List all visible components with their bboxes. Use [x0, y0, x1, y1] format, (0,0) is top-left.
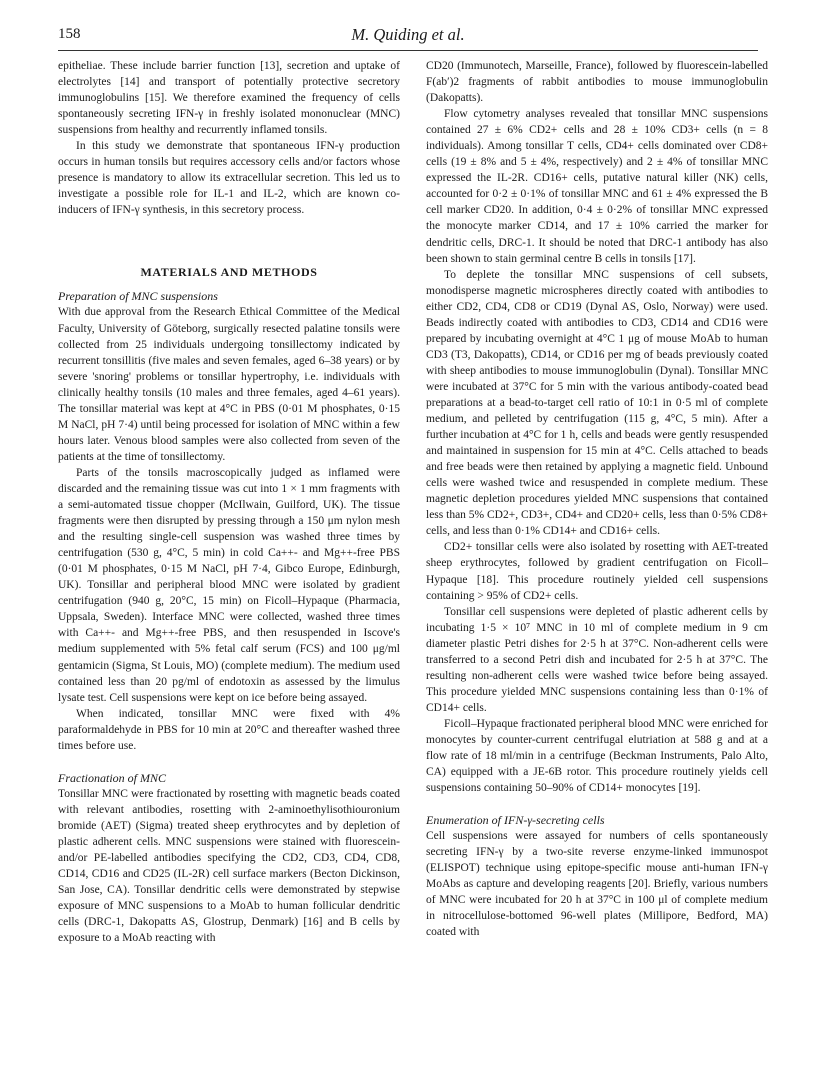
- body-paragraph: CD20 (Immunotech, Marseille, France), followed by fluorescein-labelled F(ab′)2 fragments of rabbit antibodies to mouse immunoglobulin (Dakopatts).: [426, 60, 768, 105]
- body-paragraph: With due approval from the Research Ethical Committee of the Medical Faculty, University of Göteborg, surgically resected palatine tonsils were collected from 25 individuals undergoing tonsillectomy indicated by recurrent tonsillitis (five males and seven females, aged 6–38 years) or by severe 'snoring' problems or tonsillar hypertrophy, i.e. individuals with clinically healthy tonsils (10 males and three females, aged 4–61 years). The tonsillar material was kept at 4°C in PBS (0·01 M phosphates, 0·15 M NaCl, pH 7·4) until being processed for isolation of MNC within a few hours later. Venous blood samples were also collected from seven of the patients at the time of tonsillectomy.: [58, 306, 400, 463]
- body-paragraph: Cell suspensions were assayed for numbers of cells spontaneously secreting IFN-γ by a two-site reverse enzyme-linked immunospot (ELISPOT) technique using epitope-specific mouse anti-human IFN-γ MoAbs as capture and developing reagents [20]. Briefly, various numbers of MNC were incubated for 20 h at 37°C in 100 μl of complete medium in nitrocellulose-bottomed 96-well plates (Millipore, Bedford, MA) coated with: [426, 830, 768, 939]
- header-rule: [58, 50, 758, 51]
- body-paragraph: CD2+ tonsillar cells were also isolated by rosetting with AET-treated sheep erythrocytes, followed by gradient centrifugation on Ficoll–Hypaque [18]. This procedure routinely yielded cell suspensions containing > 95% of CD2+ cells.: [426, 541, 768, 602]
- body-paragraph: Ficoll–Hypaque fractionated peripheral blood MNC were enriched for monocytes by counter-current centrifugal elutriation at 588 g and at a flow rate of 18 ml/min in a centrifuge (Beckman Instruments, Palo Alto, CA) equipped with a JE-6B rotor. This procedure routinely yields cell suspensions containing 50–90% of CD14+ monocytes [19].: [426, 717, 768, 795]
- body-paragraph: Tonsillar cell suspensions were depleted of plastic adherent cells by incubating 1·5 × 10⁷ MNC in 10 ml of complete medium in 9 cm diameter plastic Petri dishes for 2·5 h at 37°C. Non-adherent cells were transferred to a second Petri dish and incubated for 2·5 h at 37°C. The resulting non-adherent cells were washed twice before being assayed. This procedure yielded MNC suspensions containing less than 0·1% of CD14+ cells.: [426, 605, 768, 714]
- subheading-enumeration: Enumeration of IFN-γ-secreting cells: [426, 813, 605, 828]
- page-header: [0, 26, 816, 48]
- running-head: M. Quiding et al.: [351, 25, 465, 44]
- body-paragraph: Parts of the tonsils macroscopically judged as inflamed were discarded and the remaining tissue was cut into 1 × 1 mm fragments with a semi-automated tissue chopper (McIlwain, Guilford, UK). The tissue fragments were then disrupted by pressing through a 150 μm nylon mesh and the resulting single-cell suspension was washed three times by centrifugation (530 g, 4°C, 5 min) in cold Ca++- and Mg++-free PBS (0·01 M phosphates, 0·15 M NaCl, pH 7·4, Gibco Europe, Edinburgh, UK). Tonsillar and peripheral blood MNC were isolated by gradient centrifugation (940 g, 20°C, 15 min) on Ficoll–Hypaque (Pharmacia, Uppsala, Sweden). Interface MNC were collected, washed three times with Ca++- and Mg++-free PBS, and then resuspended in Iscove's medium supplemented with 5% fetal calf serum (FCS) and 100 μg/ml gentamicin (Sigma, St Louis, MO) (complete medium). The medium used contained less than 20 pg/ml of endotoxin as assessed by the limulus lysate test. Cell suspensions were kept on ice before being assayed.: [58, 466, 400, 704]
- body-paragraph: To deplete the tonsillar MNC suspensions of cell subsets, monodisperse magnetic microspheres directly coated with antibodies to either CD2, CD4, CD8 or CD19 (Dynal AS, Oslo, Norway) were used. Beads indirectly coated with antibodies to CD3, CD14 and CD16 were prepared by incubating overnight at 4°C 1 μg of mouse MoAb to human CD3 (T3, Dakopatts), CD14, or CD16 per mg of beads previously coated with sheep antibodies to mouse immunoglobulin (Dynal). Tonsillar MNC were incubated at 37°C for 5 min with the various antibody-coated bead preparations at a bead-to-target cell ratio of 10:1 in 0·5 ml of complete medium, and pelleted by centrifugation (115 g, 4°C, 5 min). After a further incubation at 4°C for 1 h, cells and beads were gently resuspended and maintained in suspension for 15 min at 4°C. Cells attached to beads and free beads were then retained by applying a magnetic field. Unbound cells were washed twice and resuspended in complete medium. These magnetic depletion procedures yielded MNC suspensions that contained less than 5% CD2+, CD3+, CD4+ and CD20+ cells, less than 0·5% CD8+ cells, and less than 0·1% CD14+ and CD16+ cells.: [426, 268, 768, 538]
- page-number: 158: [58, 26, 81, 42]
- section-heading-methods: MATERIALS AND METHODS: [140, 265, 318, 280]
- body-paragraph: When indicated, tonsillar MNC were fixed with 4% paraformaldehyde in PBS for 10 min at 20°C and thereafter washed three times before use.: [58, 707, 400, 752]
- subheading-fractionation: Fractionation of MNC: [58, 770, 166, 785]
- left-column: [58, 58, 400, 946]
- body-paragraph: Tonsillar MNC were fractionated by rosetting with magnetic beads coated with relevant antibodies, rosetting with 2-aminoethylisothiouronium bromide (AET) (Sigma) treated sheep erythrocytes and by depletion of plastic adherent cells. MNC suspensions were stained with fluorescein- and/or PE-labelled antibodies specifying the CD2, CD3, CD4, CD8, CD14, CD16 and CD25 (IL-2R) cell surface markers (Becton Dickinson, San Jose, CA). Tonsillar dendritic cells were demonstrated by stepwise exposure of MNC suspensions to a MoAb to human follicular dendritic cells (DRC-1, Dakopatts AS, Glostrup, Denmark) [16] and B cells by exposure to a MoAb reacting with: [58, 787, 400, 945]
- body-paragraph: Flow cytometry analyses revealed that tonsillar MNC suspensions contained 27 ± 6% CD2+ cells and 28 ± 10% CD3+ cells (n = 8 individuals). Among tonsillar T cells, CD4+ cells dominated over CD8+ cells (19 ± 8% and 5 ± 4%, respectively) and 2 ± 4% of tonsillar MNC expressed the IL-2R. CD16+ cells, putative natural killer (NK) cells, accounted for 0·2 ± 0·1% of tonsillar MNC and 61 ± 4% expressed the B cell marker CD20. In addition, 0·4 ± 0·2% of tonsillar MNC expressed the monocyte marker CD14, and 17 ± 10% carried the marker for dendritic cells, DRC-1. It should be noted that DRC-1 antibody has also been shown to stain germinal centre B cells in tonsils [17].: [426, 108, 768, 265]
- subheading-preparation: Preparation of MNC suspensions: [58, 289, 218, 304]
- intro-paragraph-continued: epitheliae. These include barrier function [13], secretion and uptake of electrolytes [14] and transport of potentially protective secretory immunoglobulins [15]. We therefore examined the frequency of cells spontaneously secreting IFN-γ in freshly isolated mononuclear (MNC) suspensions from healthy and recurrently inflamed tonsils.: [58, 60, 400, 137]
- intro-paragraph: In this study we demonstrate that spontaneous IFN-γ production occurs in human tonsils but requires accessory cells and/or factors whose presence is mandatory to allow its extracellular secretion. This led us to investigate a possible role for IL-1 and IL-2, which are known co-inducers of IFN-γ synthesis, in this secretory process.: [58, 140, 400, 217]
- right-column: [426, 58, 768, 940]
